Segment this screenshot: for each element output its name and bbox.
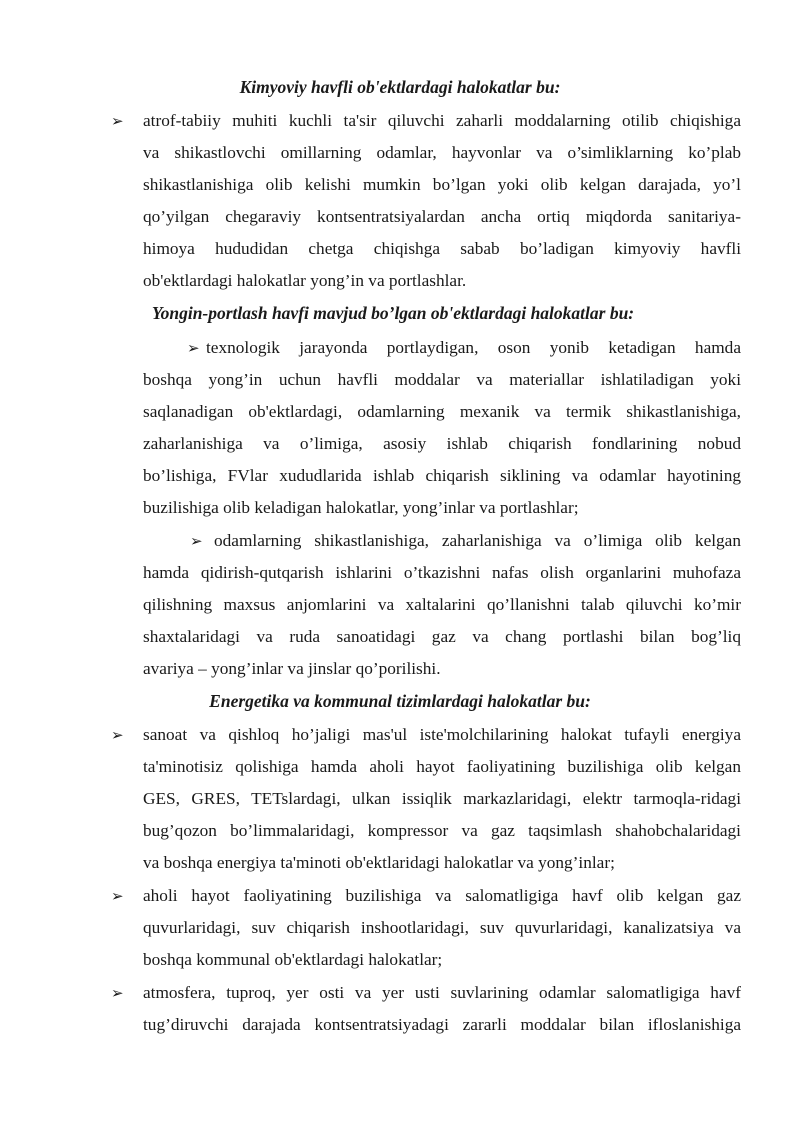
text-line: ob'ektlardagi halokatlar yong’in va portlashlar. — [143, 271, 467, 290]
text-line: odamlarning shikastlanishiga, zaharlanishiga va o’limiga olib kelgan — [214, 531, 741, 550]
arrowhead-bullet-icon: ➢ — [111, 887, 124, 905]
arrowhead-bullet-icon: ➢ — [111, 984, 124, 1002]
text-line: texnologik jarayonda portlaydigan, oson yonib ketadigan hamda — [206, 338, 741, 357]
text-line: qo’yilgan chegaraviy kontsentratsiyalardan ancha ortiq miqdorda sanitariya- — [143, 207, 741, 226]
arrowhead-bullet-icon: ➢ — [190, 532, 203, 550]
text-line: shaxtalaridagi va ruda sanoatidagi gaz va chang portlashi bilan bog’liq — [143, 627, 741, 646]
text-line: bug’qozon bo’limmalaridagi, kompressor va gaz taqsimlash shahobchalaridagi — [143, 821, 741, 840]
text-line: bo’lishiga, FVlar xududlarida ishlab chiqarish siklining va odamlar hayotining — [143, 466, 741, 485]
text-line: saqlanadigan ob'ektlardagi, odamlarning mexanik va termik shikastlanishiga, — [143, 402, 741, 421]
text-line: ta'minotisiz qolishiga hamda aholi hayot faoliyatining buzilishiga olib kelgan — [143, 757, 741, 776]
text-line: zaharlanishiga va o’limiga, asosiy ishlab chiqarish fondlarining nobud — [143, 434, 741, 453]
text-line: hamda qidirish-qutqarish ishlarini o’tkazishni nafas olish organlarini muhofaza — [143, 563, 741, 582]
heading-chemical-hazards: Kimyoviy havfli ob'ektlardagi halokatlar bu: — [239, 77, 561, 97]
text-line: avariya – yong’inlar va jinslar qo’porilishi. — [143, 659, 441, 678]
text-line: himoya hududidan chetga chiqishga sabab bo’ladigan kimyoviy havfli — [143, 239, 741, 258]
text-line: boshqa yong’in uchun havfli moddalar va materiallar ishlatiladigan yoki — [143, 370, 741, 389]
text-line: va shikastlovchi omillarning odamlar, hayvonlar va o’simliklarning ko’plab — [143, 143, 741, 162]
text-line: boshqa kommunal ob'ektlardagi halokatlar; — [143, 950, 443, 969]
text-line: va boshqa energiya ta'minoti ob'ektlaridagi halokatlar va yong’inlar; — [143, 853, 615, 872]
text-line: tug’diruvchi darajada kontsentratsiyadagi zararli moddalar bilan ifloslanishiga — [143, 1015, 741, 1034]
arrowhead-bullet-icon: ➢ — [111, 112, 124, 130]
text-line: aholi hayot faoliyatining buzilishiga va salomatligiga havf olib kelgan gaz — [143, 886, 741, 905]
heading-fire-explosion-hazards: Yongin-portlash havfi mavjud bo’lgan ob'ektlardagi halokatlar bu: — [151, 303, 635, 323]
text-line: quvurlaridagi, suv chiqarish inshootlaridagi, suv quvurlaridagi, kanalizatsiya va — [143, 918, 741, 937]
text-line: sanoat va qishloq ho’jaligi mas'ul iste'molchilarining halokat tufayli energiya — [143, 725, 741, 744]
text-line: atrof-tabiiy muhiti kuchli ta'sir qiluvchi zaharli moddalarning otilib chiqishiga — [143, 111, 741, 130]
heading-energy-utility-accidents: Energetika va kommunal tizimlardagi halokatlar bu: — [209, 691, 591, 711]
text-line: atmosfera, tuproq, yer osti va yer usti suvlarining odamlar salomatligiga havf — [143, 983, 741, 1002]
text-line: GES, GRES, TETslardagi, ulkan issiqlik markazlaridagi, elektr tarmoqla-ridagi — [143, 789, 741, 808]
text-line: shikastlanishiga olib kelishi mumkin bo’lgan yoki olib kelgan darajada, yo’l — [143, 175, 741, 194]
arrowhead-bullet-icon: ➢ — [111, 726, 124, 744]
text-line: qilishning maxsus anjomlarini va xaltalarini qo’llanishni talab qiluvchi ko’mir — [143, 595, 741, 614]
arrowhead-bullet-icon: ➢ — [187, 339, 200, 357]
text-line: buzilishiga olib keladigan halokatlar, yong’inlar va portlashlar; — [143, 498, 579, 517]
